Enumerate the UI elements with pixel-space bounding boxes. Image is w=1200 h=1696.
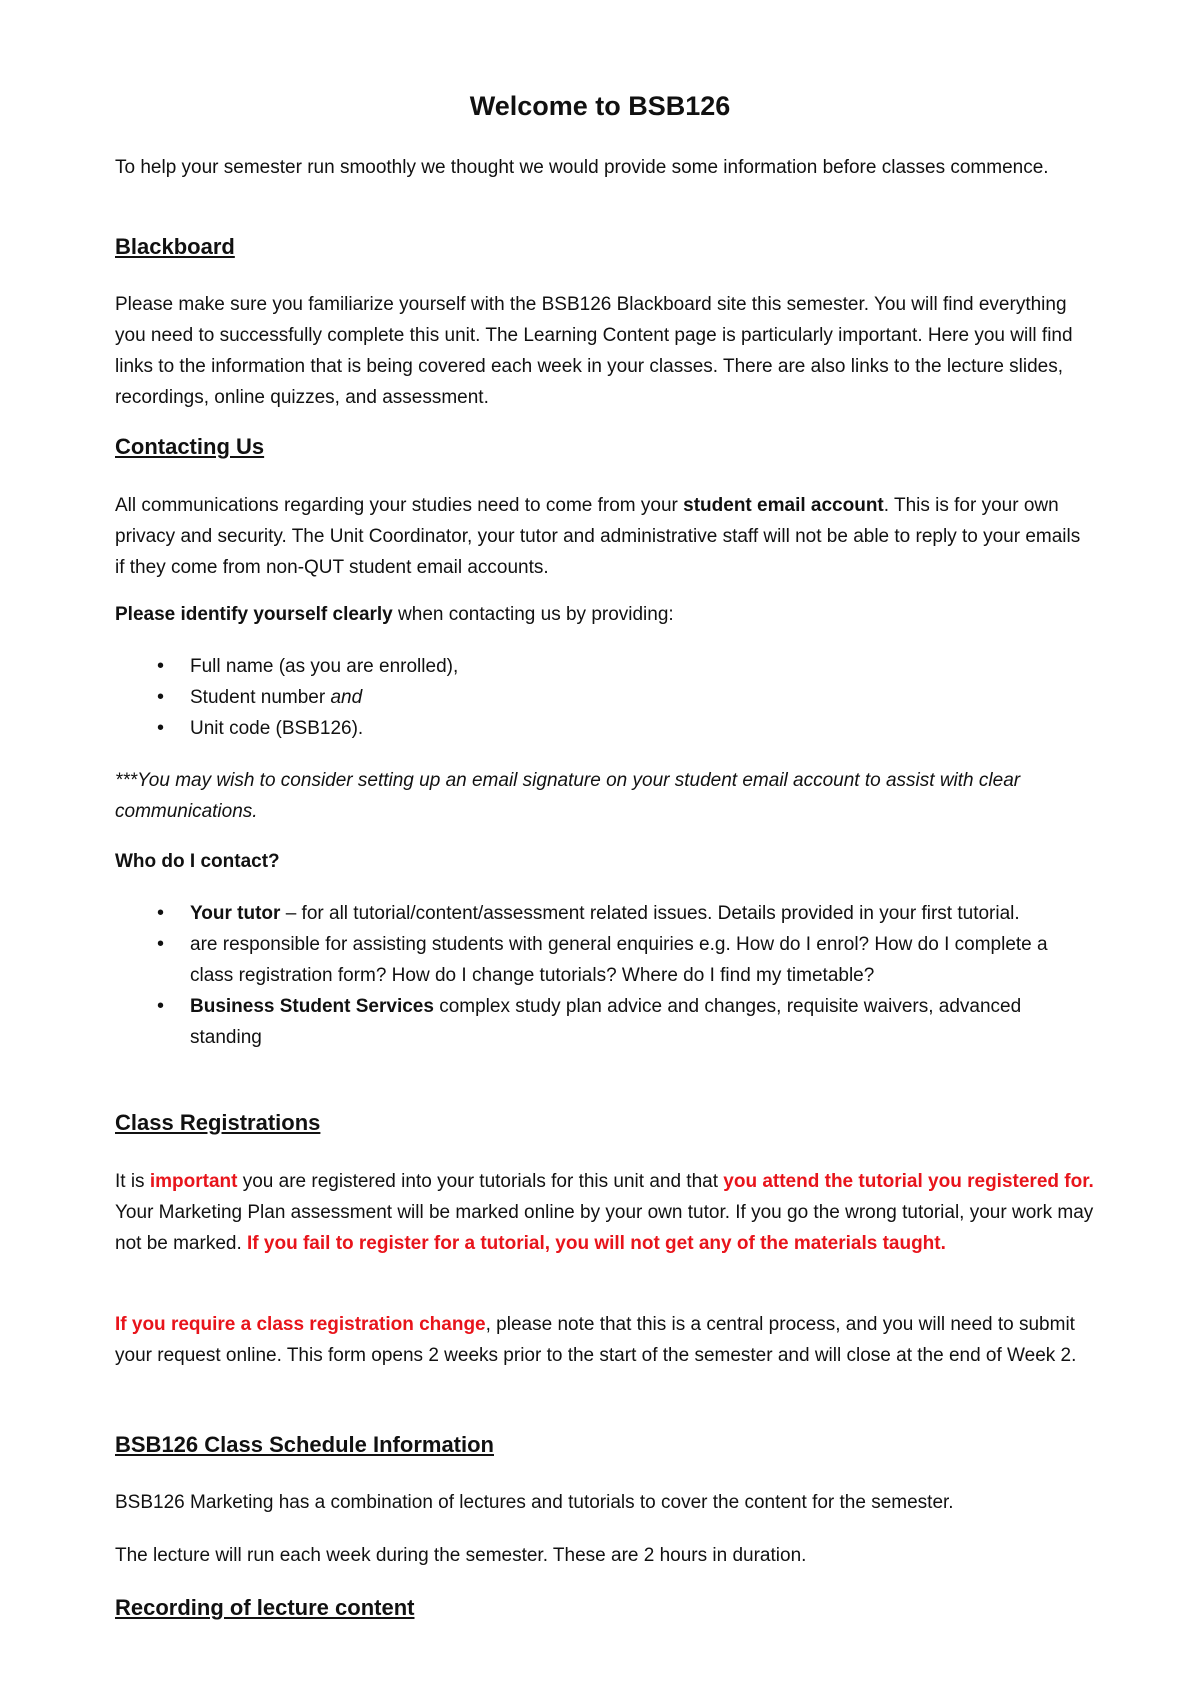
registration-change-paragraph: If you require a class registration change, please note that this is a central process, and you will need to submit your request online. This form opens 2 weeks prior to the start of the semester and will close at the end of Week 2. (115, 1314, 1077, 1366)
who-heading: Who do I contact? (115, 851, 280, 872)
contacting-heading: Contacting Us (115, 434, 265, 459)
recording-heading: Recording of lecture content (115, 1595, 415, 1620)
list-item: • Your tutor – for all tutorial/content/assessment related issues. Details provided in your first tutorial. (115, 898, 1095, 929)
list-item: • are responsible for assisting students with general enquiries e.g. How do I enrol? How do I complete a class registration form? How do I change tutorials? Where do I find my timetable? (115, 929, 1095, 991)
schedule-paragraph-1: BSB126 Marketing has a combination of lectures and tutorials to cover the content for the semester. (115, 1492, 954, 1513)
list-item: • Unit code (BSB126). (115, 713, 1095, 744)
signature-note: ***You may wish to consider setting up an email signature on your student email account to assist with clear communications. (115, 770, 1021, 822)
identification-list (115, 651, 1095, 744)
intro-paragraph: To help your semester run smoothly we thought we would provide some information before classes commence. (115, 157, 1049, 178)
contacts-list (115, 898, 1095, 1053)
registrations-heading: Class Registrations (115, 1110, 321, 1135)
identify-paragraph: Please identify yourself clearly when contacting us by providing: (115, 604, 674, 625)
blackboard-heading: Blackboard (115, 234, 235, 259)
list-item: • Student number and (115, 682, 1095, 713)
page-title: Welcome to BSB126 (469, 91, 731, 121)
schedule-heading: BSB126 Class Schedule Information (115, 1432, 494, 1457)
registrations-paragraph: It is important you are registered into your tutorials for this unit and that you attend the tutorial you registered for. Your Marketing Plan assessment will be marked online by your own tutor. If you go the wrong tutorial, your work may not be marked. If you fail to register for a tutorial, you will not get any of the materials taught. (115, 1171, 1094, 1254)
list-item: • Full name (as you are enrolled), (115, 651, 1095, 682)
blackboard-paragraph: Please make sure you familiarize yourself with the BSB126 Blackboard site this semester. You will find everything you need to successfully complete this unit. The Learning Content page is particularly important. Here you will find links to the information that is being covered each week in your classes. There are also links to the lecture slides, recordings, online quizzes, and assessment. (115, 294, 1073, 408)
list-item: • Business Student Services complex study plan advice and changes, requisite waivers, advanced standing (115, 991, 1095, 1053)
schedule-paragraph-2: The lecture will run each week during the semester. These are 2 hours in duration. (115, 1545, 807, 1566)
contacting-paragraph: All communications regarding your studies need to come from your student email account. This is for your own privacy and security. The Unit Coordinator, your tutor and administrative staff will not be able to reply to your emails if they come from non-QUT student email accounts. (115, 495, 1081, 578)
